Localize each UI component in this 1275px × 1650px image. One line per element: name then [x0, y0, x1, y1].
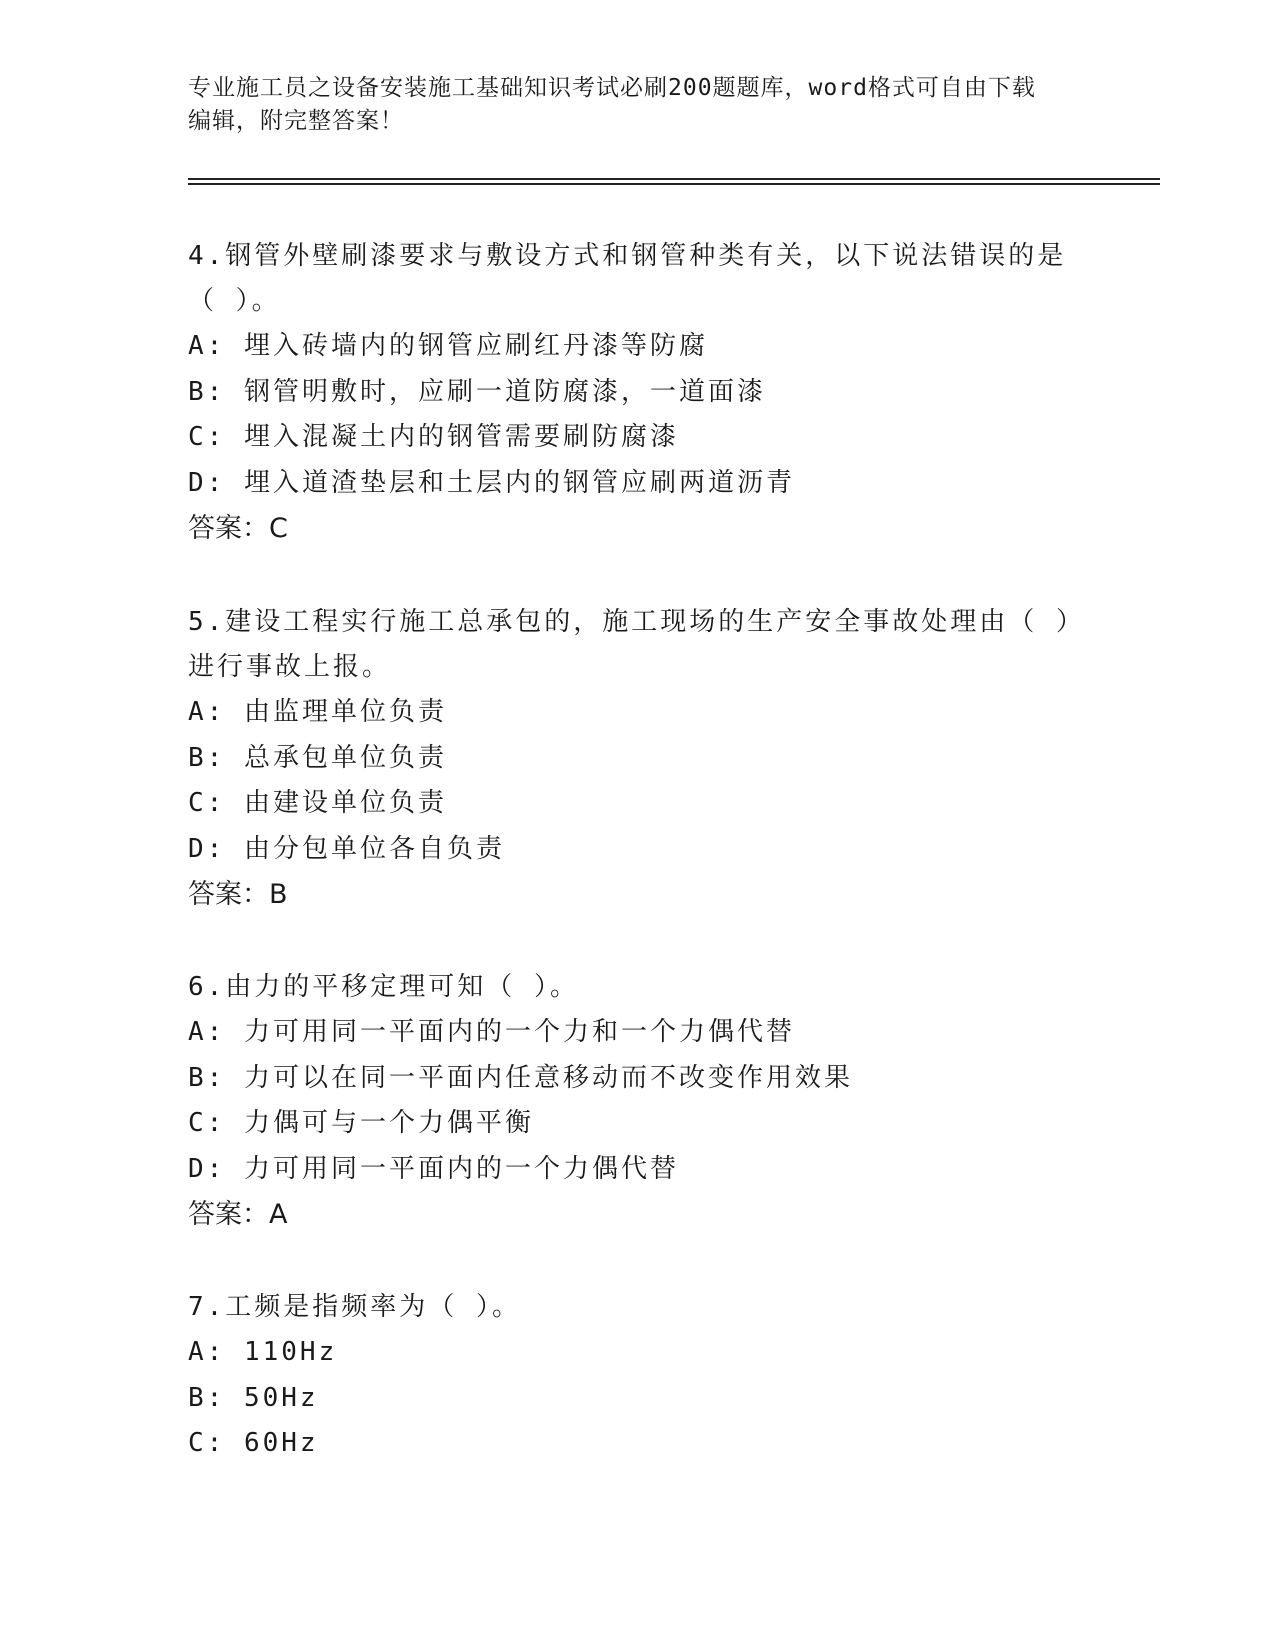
option-c: C: 力偶可与一个力偶平衡	[188, 1108, 534, 1138]
option-d: D: 埋入道渣垫层和土层内的钢管应刷两道沥青	[188, 467, 795, 498]
option-b: B: 力可以在同一平面内任意移动而不改变作用效果	[188, 1062, 853, 1093]
answer: 答案：A	[188, 1199, 288, 1230]
document-header	[188, 72, 1088, 138]
question-6	[188, 965, 1088, 1237]
option-c: C: 60Hz	[188, 1428, 319, 1458]
question-stem: 7.工频是指频率为（ ）。	[188, 1292, 521, 1322]
question-7	[188, 1285, 1088, 1467]
question-5	[188, 600, 1088, 917]
option-c: C: 埋入混凝土内的钢管需要刷防腐漆	[188, 422, 679, 452]
option-b: B: 总承包单位负责	[188, 742, 447, 773]
question-stem-continued: （ ）。	[188, 286, 281, 316]
option-b: B: 50Hz	[188, 1382, 319, 1413]
answer: 答案：C	[188, 513, 288, 544]
question-stem: 5.建设工程实行施工总承包的，施工现场的生产安全事故处理由（ ）	[188, 607, 1085, 637]
question-4	[188, 234, 1088, 551]
header-divider-top	[188, 178, 1160, 180]
option-d: D: 力可用同一平面内的一个力偶代替	[188, 1153, 679, 1184]
question-stem: 4.钢管外壁刷漆要求与敷设方式和钢管种类有关，以下说法错误的是	[188, 241, 1067, 271]
question-stem: 6.由力的平移定理可知（ ）。	[188, 972, 579, 1002]
option-a: A: 力可用同一平面内的一个力和一个力偶代替	[188, 1017, 795, 1047]
option-c: C: 由建设单位负责	[188, 788, 447, 818]
option-b: B: 钢管明敷时，应刷一道防腐漆，一道面漆	[188, 376, 766, 407]
option-a: A: 埋入砖墙内的钢管应刷红丹漆等防腐	[188, 331, 708, 361]
header-line-1: 专业施工员之设备安装施工基础知识考试必刷200题题库，word格式可自由下载	[188, 75, 1036, 101]
header-divider-bottom	[188, 183, 1160, 185]
question-stem-continued: 进行事故上报。	[188, 652, 392, 682]
option-a: A: 110Hz	[188, 1337, 338, 1367]
answer: 答案：B	[188, 879, 288, 910]
option-d: D: 由分包单位各自负责	[188, 833, 505, 864]
header-line-2: 编辑，附完整答案！	[188, 108, 404, 134]
option-a: A: 由监理单位负责	[188, 697, 447, 727]
